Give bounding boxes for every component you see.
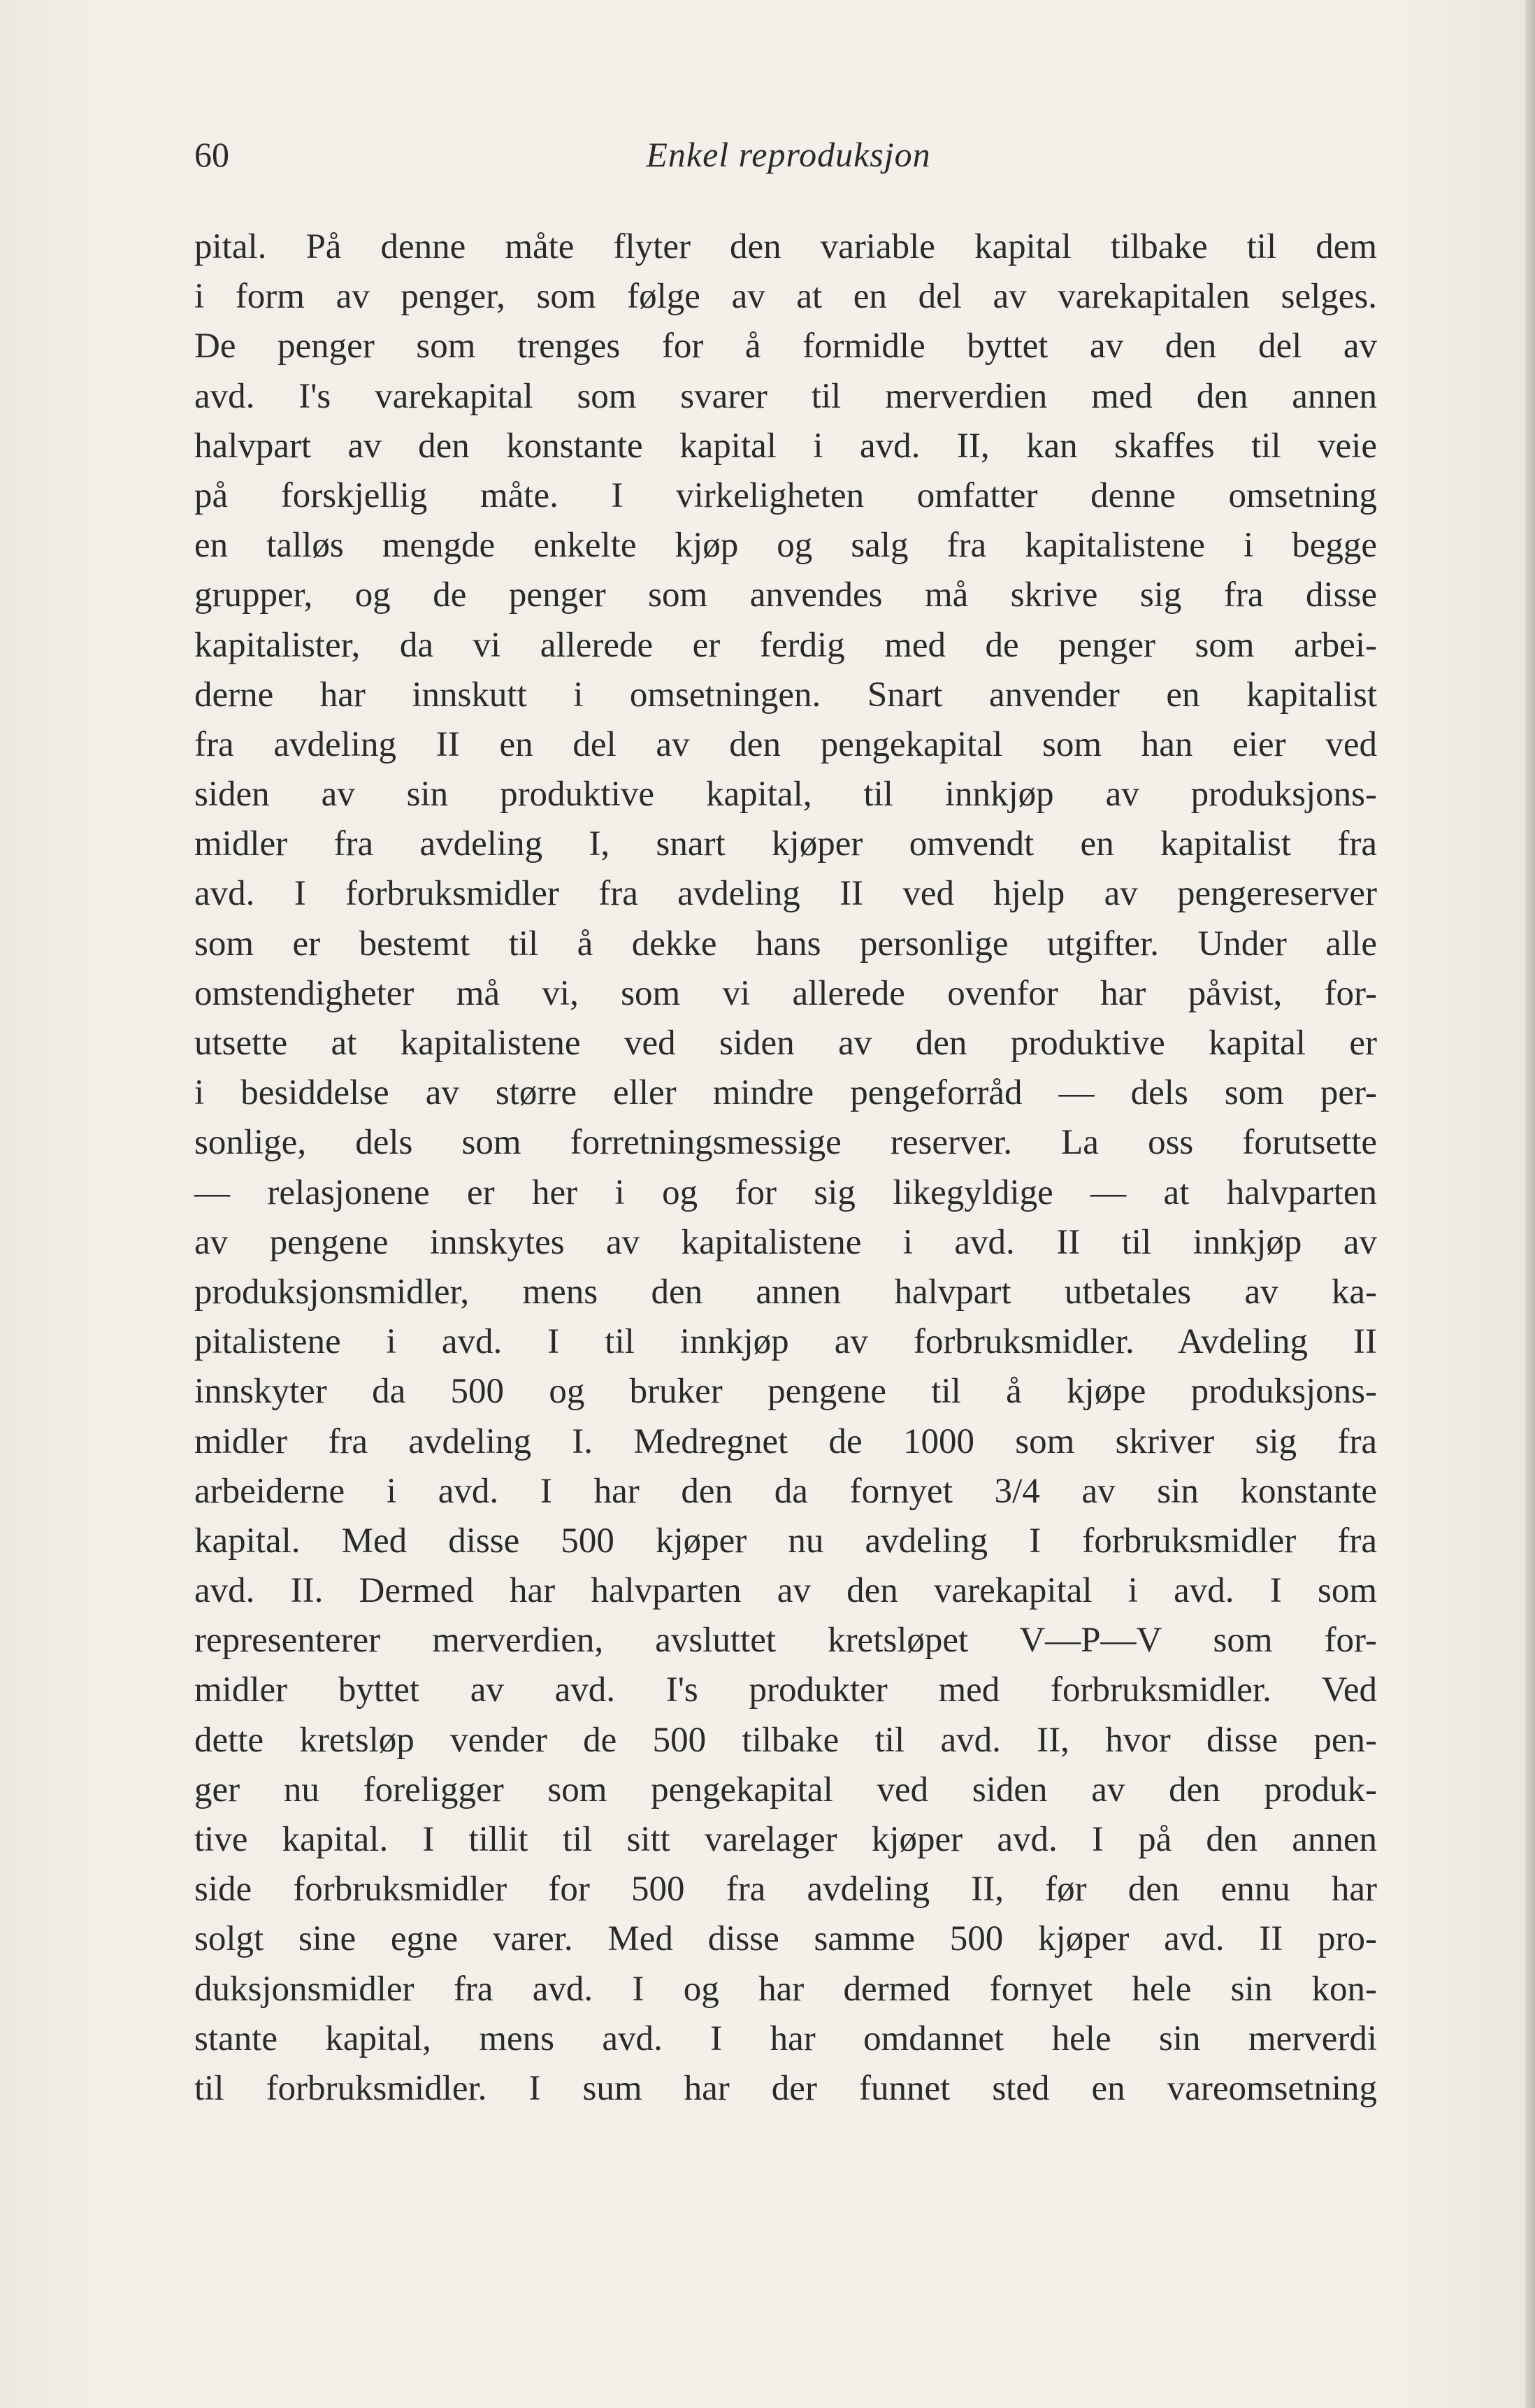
text-line: arbeiderne i avd. I har den da fornyet 3/4 av sin konstante [194, 1471, 1377, 1511]
text-line: kapitalister, da vi allerede er ferdig med de penger som arbei- [194, 625, 1377, 665]
page-header [194, 134, 1383, 183]
text-line: duksjonsmidler fra avd. I og har dermed fornyet hele sin kon- [194, 1969, 1377, 2009]
text-line: sonlige, dels som forretningsmessige reserver. La oss forutsette [194, 1123, 1377, 1163]
text-line: til forbruksmidler. I sum har der funnet sted en vareomsetning [194, 2068, 1377, 2108]
text-line: i form av penger, som følge av at en del av varekapitalen selges. [194, 277, 1377, 317]
text-line: av pengene innskytes av kapitalistene i avd. II til innkjøp av [194, 1222, 1377, 1262]
text-line: siden av sin produktive kapital, til innkjøp av produksjons- [194, 775, 1377, 815]
text-line: midler byttet av avd. I's produkter med forbruksmidler. Ved [194, 1670, 1377, 1710]
text-line: pitalistene i avd. I til innkjøp av forbruksmidler. Avdeling II [194, 1322, 1377, 1362]
text-line: pital. På denne måte flyter den variable kapital tilbake til dem [194, 227, 1377, 266]
text-line: fra avdeling II en del av den pengekapital som han eier ved [194, 724, 1377, 764]
text-line: grupper, og de penger som anvendes må skrive sig fra disse [194, 575, 1377, 615]
text-line: dette kretsløp vender de 500 tilbake til avd. II, hvor disse pen- [194, 1720, 1377, 1760]
text-line: i besiddelse av større eller mindre pengeforråd — dels som per- [194, 1073, 1377, 1113]
text-line: kapital. Med disse 500 kjøper nu avdeling I forbruksmidler fra [194, 1521, 1377, 1561]
text-line: representerer merverdien, avsluttet kretsløpet V—P—V som for- [194, 1621, 1377, 1661]
text-line: ger nu foreligger som pengekapital ved siden av den produk- [194, 1770, 1377, 1809]
text-line: derne har innskutt i omsetningen. Snart anvender en kapitalist [194, 675, 1377, 715]
text-line: avd. I's varekapital som svarer til merverdien med den annen [194, 376, 1377, 416]
text-line: som er bestemt til å dekke hans personlige utgifter. Under alle [194, 924, 1377, 963]
text-line: innskyter da 500 og bruker pengene til å kjøpe produksjons- [194, 1372, 1377, 1412]
text-line: en talløs mengde enkelte kjøp og salg fra kapitalistene i begge [194, 526, 1377, 566]
page-edge-shadow [1525, 0, 1535, 2408]
body-text [194, 222, 1377, 2114]
text-line: tive kapital. I tillit til sitt varelager kjøper avd. I på den annen [194, 1820, 1377, 1859]
text-line: halvpart av den konstante kapital i avd. II, kan skaffes til veie [194, 426, 1377, 466]
page-number: 60 [194, 135, 229, 174]
text-line: utsette at kapitalistene ved siden av den produktive kapital er [194, 1024, 1377, 1063]
text-line: stante kapital, mens avd. I har omdannet hele sin merverdi [194, 2019, 1377, 2058]
text-line: solgt sine egne varer. Med disse samme 500 kjøper avd. II pro- [194, 1919, 1377, 1959]
text-line: midler fra avdeling I. Medregnet de 1000 som skriver sig fra [194, 1421, 1377, 1461]
text-line: — relasjonene er her i og for sig likegyldige — at halvparten [194, 1173, 1377, 1212]
text-line: De penger som trenges for å formidle byttet av den del av [194, 327, 1377, 366]
text-line: side forbruksmidler for 500 fra avdeling II, før den ennu har [194, 1870, 1377, 1909]
text-line: avd. I forbruksmidler fra avdeling II ved hjelp av pengereserver [194, 874, 1377, 914]
text-line: avd. II. Dermed har halvparten av den varekapital i avd. I som [194, 1571, 1377, 1611]
running-title: Enkel reproduksjon [646, 135, 931, 174]
text-line: omstendigheter må vi, som vi allerede ovenfor har påvist, for- [194, 973, 1377, 1013]
text-line: produksjonsmidler, mens den annen halvpart utbetales av ka- [194, 1272, 1377, 1312]
text-line: midler fra avdeling I, snart kjøper omvendt en kapitalist fra [194, 824, 1377, 864]
text-line: på forskjellig måte. I virkeligheten omfatter denne omsetning [194, 475, 1377, 515]
